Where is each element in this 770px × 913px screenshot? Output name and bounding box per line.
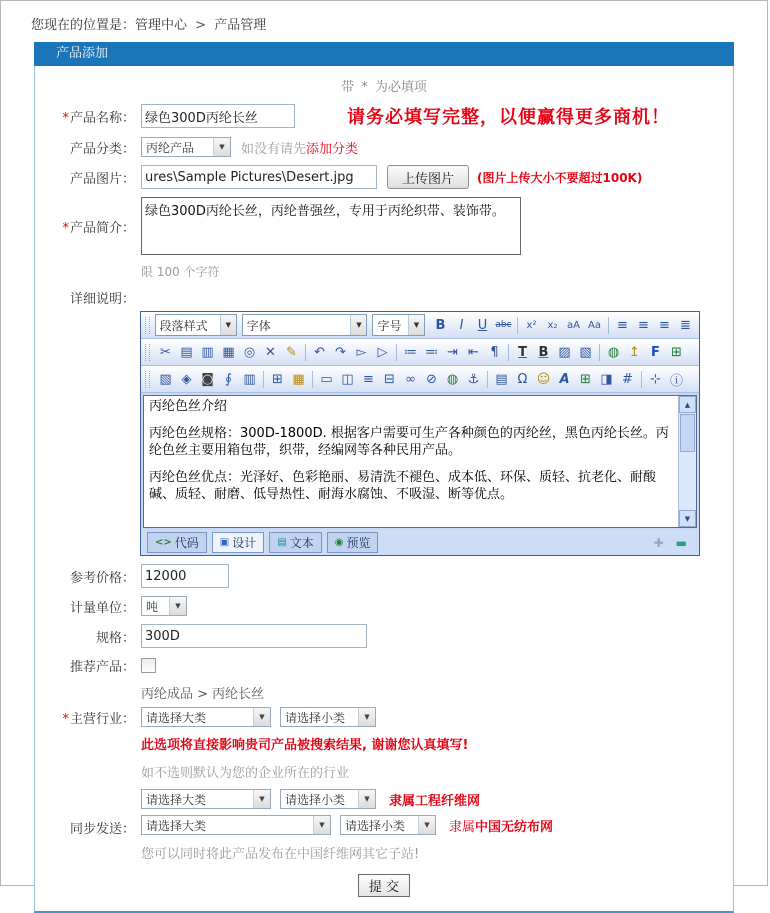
code-icon: <> xyxy=(155,537,172,548)
breadcrumb-separator: > xyxy=(195,18,207,33)
dropdown-arrow-icon: ▼ xyxy=(220,315,236,335)
submit-button[interactable]: 提 交 xyxy=(358,874,410,897)
submit-row xyxy=(35,874,733,897)
selected-category: 丙纶产品 xyxy=(146,140,195,155)
select-icon[interactable]: ▻ xyxy=(356,344,367,360)
row-product-summary xyxy=(35,197,733,255)
anchor-icon[interactable]: ⚓ xyxy=(467,371,480,387)
toolbar3-icons xyxy=(155,369,687,389)
design-icon: ▣ xyxy=(219,537,230,548)
upload-image-button[interactable]: 上传图片 xyxy=(387,165,469,189)
underline-icon[interactable]: U xyxy=(477,317,488,333)
scrollbar-thumb[interactable] xyxy=(680,414,695,452)
toolbar-separator xyxy=(487,371,488,388)
unit-select[interactable] xyxy=(141,596,187,616)
insert-media-icon[interactable]: ◈ xyxy=(181,371,192,387)
spec-input[interactable] xyxy=(141,624,367,648)
italic-icon[interactable]: I xyxy=(459,317,464,333)
font-family-select[interactable]: 字体 ▼ xyxy=(242,314,368,336)
product-image-path-input[interactable] xyxy=(141,165,377,189)
toolbar-separator xyxy=(312,371,313,388)
upload-file-icon[interactable]: ↥ xyxy=(629,344,640,360)
remove-link-icon[interactable]: ⊘ xyxy=(426,371,437,387)
editor-body xyxy=(143,395,697,528)
insert-from-web-icon[interactable]: ◍ xyxy=(607,344,620,360)
delete-icon[interactable]: ✕ xyxy=(265,344,276,360)
editor-paragraph: 丙纶色丝介绍 xyxy=(149,399,228,414)
required-star: * xyxy=(62,712,69,727)
toolbar-separator xyxy=(508,344,509,361)
sync2-major-select[interactable]: 请选择大类 ▼ xyxy=(141,815,331,835)
sync-send-label: 同步发送： xyxy=(69,822,135,837)
paste-icon[interactable]: ▥ xyxy=(201,344,214,360)
outdent-icon[interactable]: ⇤ xyxy=(468,344,479,360)
unit-label: 计量单位： xyxy=(69,600,135,616)
row-detail-label xyxy=(35,288,733,307)
find-icon[interactable]: ◎ xyxy=(243,344,256,360)
price-label: 参考价格： xyxy=(69,570,135,586)
breadcrumb-link-product-management[interactable]: 产品管理 xyxy=(214,18,267,33)
toolbar-grip[interactable] xyxy=(145,371,150,388)
toolbar-separator xyxy=(641,371,642,388)
toolbar-separator xyxy=(396,344,397,361)
tab-preview[interactable]: ◉ 预览 xyxy=(327,532,379,553)
insert-table-icon[interactable]: ⊞ xyxy=(272,371,283,387)
row-price xyxy=(35,564,733,588)
breadcrumb-link-admin-center[interactable]: 管理中心 xyxy=(135,18,188,33)
scroll-up-icon[interactable]: ▲ xyxy=(679,396,696,413)
ordered-list-icon[interactable]: ≔ xyxy=(404,344,417,360)
text-icon: ▤ xyxy=(277,537,287,548)
image-size-hint: (图片上传大小不要超过100K) xyxy=(477,170,643,185)
industry-label: *主营行业： xyxy=(62,712,135,727)
editor-paragraph: 丙纶色丝规格：300D-1800D. 根据客户需要可生产各种颜色的丙纶丝，黑色丙纶长丝。丙纶色丝主要用箱包带，织带，经编网等各种民用产品。 xyxy=(149,425,669,459)
toolbar-grip[interactable] xyxy=(145,344,150,361)
summary-char-limit: 限 100 个字符 xyxy=(141,265,220,279)
toolbar-separator xyxy=(305,344,306,361)
resize-handle-icon[interactable]: ⊹ xyxy=(650,371,661,387)
dropdown-arrow-icon: ▼ xyxy=(350,315,366,335)
import-excel-icon[interactable]: ⊞ xyxy=(671,344,682,360)
sync-note: 您可以同时将此产品发布在中国纤维网其它子站! xyxy=(141,847,420,862)
insert-pages-icon[interactable]: ▥ xyxy=(243,371,256,387)
show-grid-icon[interactable]: # xyxy=(622,371,633,387)
editor-mode-tabs xyxy=(141,530,699,555)
special-character-icon[interactable]: Ω xyxy=(517,371,528,387)
product-category-label: 产品分类： xyxy=(69,141,135,157)
industry-current-path: 丙纶成品 > 丙纶长丝 xyxy=(141,687,265,702)
product-summary-label: *产品简介： xyxy=(62,220,135,236)
toolbar-separator xyxy=(263,371,264,388)
sync-row-1 xyxy=(141,789,553,809)
word-art-icon[interactable]: A xyxy=(559,371,570,387)
required-star: * xyxy=(62,110,69,126)
table-cell-icon[interactable]: ▦ xyxy=(292,371,305,387)
sync1-site-note: 隶属工程纤维网 xyxy=(389,793,481,809)
superscript-icon[interactable]: x² xyxy=(526,319,537,331)
sync2-site-note: 隶属中国无纺布网 xyxy=(449,819,554,835)
dropdown-arrow-icon: ▼ xyxy=(253,708,270,726)
emoticon-icon[interactable]: ☺ xyxy=(536,371,551,387)
formula-box-icon[interactable]: ▭ xyxy=(320,371,333,387)
row-industry xyxy=(35,683,733,781)
industry-major-select[interactable]: 请选择大类 ▼ xyxy=(141,707,271,727)
product-name-input[interactable] xyxy=(141,104,295,128)
highlight-color-icon[interactable]: B xyxy=(538,344,549,360)
dropdown-arrow-icon: ▼ xyxy=(418,816,435,834)
format-painter-icon[interactable]: ✎ xyxy=(286,344,297,360)
dropdown-arrow-icon: ▼ xyxy=(253,790,270,808)
insert-image-icon[interactable]: ▧ xyxy=(159,371,172,387)
sync-row-2 xyxy=(141,815,553,835)
sync1-major-select[interactable]: 请选择大类 ▼ xyxy=(141,789,271,809)
toolbar1-icons xyxy=(430,315,696,335)
row-recommend xyxy=(35,656,733,675)
row-product-image xyxy=(35,165,733,189)
tab-code[interactable]: <> 代码 xyxy=(147,532,207,553)
toolbar-separator xyxy=(608,317,609,334)
rich-text-editor xyxy=(140,311,700,556)
editor-content[interactable] xyxy=(144,396,678,527)
spec-label: 规格： xyxy=(95,630,135,646)
tab-text[interactable]: ▤ 文本 xyxy=(269,532,321,553)
font-size-select[interactable]: 字号 ▼ xyxy=(372,314,425,336)
selected-unit: 吨 xyxy=(146,599,159,614)
price-input[interactable] xyxy=(141,564,229,588)
dropdown-arrow-icon: ▼ xyxy=(213,138,230,156)
required-note-pre: 带 xyxy=(341,80,355,95)
undo-icon[interactable]: ↶ xyxy=(314,344,325,360)
indent-icon[interactable]: ⇥ xyxy=(447,344,458,360)
insert-frame-icon[interactable]: ▤ xyxy=(495,371,508,387)
quick-format-icon[interactable]: ▨ xyxy=(558,344,571,360)
add-category-link[interactable]: 添加分类 xyxy=(306,141,359,157)
shrink-editor-icon[interactable]: ▬ xyxy=(675,535,687,550)
subscript-icon[interactable]: x₂ xyxy=(547,319,558,331)
row-summary-limit xyxy=(35,263,733,280)
to-lowercase-icon[interactable]: Aa xyxy=(588,319,601,331)
to-uppercase-icon[interactable]: aA xyxy=(567,319,580,331)
select-all-icon[interactable]: ▷ xyxy=(377,344,388,360)
row-unit xyxy=(35,596,733,616)
dropdown-arrow-icon: ▼ xyxy=(408,315,424,335)
detail-label: 详细说明： xyxy=(69,292,135,307)
scroll-down-icon[interactable]: ▼ xyxy=(679,510,696,527)
dropdown-arrow-icon: ▼ xyxy=(313,816,330,834)
recommend-label: 推荐产品： xyxy=(69,660,135,675)
row-product-name xyxy=(35,103,733,129)
product-summary-textarea[interactable] xyxy=(141,197,521,255)
bold-icon[interactable]: B xyxy=(435,317,446,333)
toolbar-grip[interactable] xyxy=(145,317,150,334)
editor-scrollbar[interactable] xyxy=(678,396,696,527)
about-editor-icon[interactable]: ⓘ xyxy=(669,373,683,389)
toolbar-separator xyxy=(517,317,518,334)
image-map-icon[interactable]: ◍ xyxy=(446,371,459,387)
attach-file-icon[interactable]: ∮ xyxy=(225,371,232,387)
sync2-minor-select[interactable]: 请选择小类 ▼ xyxy=(340,815,436,835)
panel-title: 产品添加 xyxy=(56,46,109,61)
enlarge-editor-icon[interactable]: ✚ xyxy=(653,535,664,550)
paragraph-style-select[interactable]: 段落样式 ▼ xyxy=(155,314,237,336)
unordered-list-icon[interactable]: ≕ xyxy=(425,344,438,360)
toolbar2-icons xyxy=(155,342,687,362)
breadcrumb xyxy=(31,14,767,33)
panel-body xyxy=(34,66,734,913)
row-sync-send xyxy=(35,789,733,862)
paragraph-direction-icon[interactable]: ¶ xyxy=(490,344,499,360)
excel-table-icon[interactable]: ⊞ xyxy=(580,371,591,387)
product-image-label: 产品图片： xyxy=(69,171,135,187)
dropdown-arrow-icon: ▼ xyxy=(358,790,375,808)
cut-icon[interactable]: ✂ xyxy=(160,344,171,360)
tab-design[interactable]: ▣ 设计 xyxy=(212,532,264,553)
text-color-icon[interactable]: T xyxy=(518,344,527,360)
sync1-minor-select[interactable]: 请选择小类 ▼ xyxy=(280,789,376,809)
copy-icon[interactable]: ▤ xyxy=(180,344,193,360)
recommend-checkbox[interactable] xyxy=(141,658,156,673)
required-note-post: 为必填项 xyxy=(374,80,427,95)
industry-note: 如不选则默认为您的企业所在的行业 xyxy=(141,766,350,781)
hyperlink-icon[interactable]: ∞ xyxy=(405,371,416,387)
required-star: * xyxy=(62,220,69,236)
required-note xyxy=(35,76,733,95)
editor-toolbar-row1 xyxy=(141,312,699,339)
product-name-label: *产品名称： xyxy=(62,110,135,126)
align-center-icon[interactable]: ≡ xyxy=(638,317,649,333)
industry-warning: 此选项将直接影响贵司产品被搜索结果, 谢谢您认真填写! xyxy=(141,738,469,753)
image-text-icon[interactable]: ◫ xyxy=(341,371,354,387)
product-category-select[interactable] xyxy=(141,137,231,157)
horizontal-rule-icon[interactable]: ≡ xyxy=(363,371,374,387)
strikethrough-icon[interactable]: abc xyxy=(495,320,512,330)
css-style-icon[interactable]: ▧ xyxy=(579,344,592,360)
align-justify-icon[interactable]: ≣ xyxy=(680,317,691,333)
row-spec xyxy=(35,624,733,648)
redo-icon[interactable]: ↷ xyxy=(335,344,346,360)
panel-header xyxy=(34,42,734,66)
preview-globe-icon: ◉ xyxy=(334,537,344,548)
editor-wrap xyxy=(140,311,700,556)
align-right-icon[interactable]: ≡ xyxy=(659,317,670,333)
row-product-category xyxy=(35,137,733,157)
text-box-icon[interactable]: ⊟ xyxy=(384,371,395,387)
required-star: * xyxy=(361,80,368,95)
product-add-panel xyxy=(34,42,734,913)
dropdown-arrow-icon: ▼ xyxy=(169,597,186,615)
dropdown-arrow-icon: ▼ xyxy=(358,708,375,726)
editor-toolbar-row2 xyxy=(141,339,699,366)
editor-paragraph: 丙纶色丝优点：光泽好、色彩艳丽、易清洗不褪色、成本低、环保、质轻、抗老化、耐酸碱、质轻、耐磨、低导热性、耐海水腐蚀、不吸湿、断等优点。 xyxy=(149,469,657,503)
paste-text-icon[interactable]: ▦ xyxy=(222,344,235,360)
align-left-icon[interactable]: ≡ xyxy=(617,317,628,333)
industry-minor-select[interactable]: 请选择小类 ▼ xyxy=(280,707,376,727)
category-hint: 如没有请先 xyxy=(241,141,307,157)
fill-complete-warning: 请务必填写完整，以便赢得更多商机！ xyxy=(347,107,670,128)
insert-video-icon[interactable]: ◙ xyxy=(201,371,214,387)
toolbar-separator xyxy=(599,344,600,361)
insert-flash-icon[interactable]: F xyxy=(651,344,660,360)
breadcrumb-prefix: 您现在的位置是： xyxy=(31,18,136,33)
text-page-icon[interactable]: ◨ xyxy=(600,371,613,387)
editor-toolbar-row3 xyxy=(141,366,699,393)
